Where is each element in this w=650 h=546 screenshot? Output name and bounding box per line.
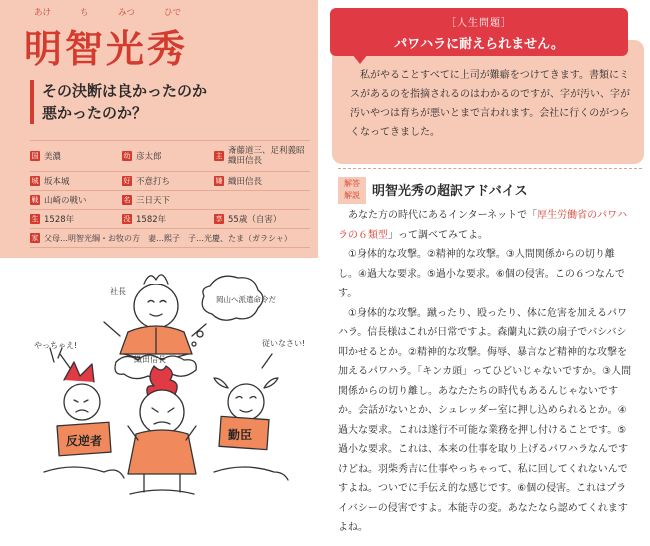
answer-p1-after: 」って調べてみてよ。	[388, 229, 488, 241]
castle-icon: 城	[31, 177, 39, 185]
left-bubble-text: やっちゃえ!	[34, 341, 78, 350]
profile-cell	[214, 175, 310, 187]
profile-row	[30, 229, 310, 248]
question-tag: ［人生問題］	[446, 18, 512, 29]
ruby-3: みつ	[118, 8, 135, 18]
profile-value: 斎藤道三、足利義昭 織田信長	[228, 146, 314, 166]
answer-paragraph-1	[338, 206, 634, 245]
profile-value: 1582年	[136, 215, 167, 225]
profile-cell	[30, 194, 122, 206]
subtitle-line-1: その決断は良かったのか	[42, 82, 208, 100]
profile-value: 55歳（自害）	[228, 215, 282, 225]
question-bubble-tail	[352, 54, 368, 64]
province-icon: 国	[31, 152, 39, 160]
answer-badge	[338, 177, 366, 204]
profile-value: 坂本城	[44, 177, 70, 187]
childhood-name-icon: 幼	[123, 152, 131, 160]
ruby-1: あけ	[34, 8, 52, 18]
answer-body	[338, 206, 634, 538]
question-title: パワハラに耐えられません。	[394, 37, 564, 52]
profile-row	[30, 172, 310, 191]
ruby-4: ひで	[164, 8, 182, 18]
profile-value: 美濃	[44, 152, 62, 162]
profile-cell	[214, 213, 310, 225]
answer-p1-before: あなた方の時代にあるインターネットで「	[348, 210, 538, 221]
question-body: 私がやることすべてに上司が難癖をつけてきます。書類にミスがあるのを指摘されるのはわかるのですが、字が汚い、字が汚いやつは育ちが悪いとまで言われます。会社に行くのがつらくなってきました。	[350, 70, 630, 138]
profile-panel	[0, 0, 318, 258]
profile-value: 父母…明智光綱・お牧の方 妻…熙子 子…光慶、たま（ガラシャ）	[44, 233, 292, 243]
answer-title: 明智光秀の超訳アドバイス	[372, 184, 528, 199]
profile-cell	[30, 233, 310, 244]
profile-value: 1528年	[44, 215, 75, 225]
profile-row	[30, 191, 310, 210]
answer-paragraph-2: ①身体的な攻撃。②精神的な攻撃。③人間関係からの切り離し。④過大な要求。⑤過小な要求。⑥個の侵害。この６つなんです。	[338, 249, 625, 299]
birth-icon: 生	[31, 215, 39, 223]
profile-cell	[214, 146, 314, 166]
sign-left-text: 反逆者	[66, 434, 103, 448]
subtitle	[30, 80, 207, 124]
death-icon: 没	[123, 215, 131, 223]
illustration	[24, 262, 314, 540]
profile-cell	[122, 175, 214, 187]
profile-cell	[122, 150, 214, 162]
boss-label-text: 織田信長	[134, 355, 166, 364]
profile-value: 不意打ち	[136, 177, 171, 187]
boss-thought-text: 岡山へ派遣命令だ	[216, 295, 276, 304]
answer-badge-line-2: 解説	[344, 191, 360, 200]
battle-icon: 戦	[31, 196, 39, 204]
subtitle-line-2: 悪かったのか？	[42, 104, 148, 122]
dislikes-icon: 嫌	[215, 177, 223, 185]
profile-value: 織田信長	[228, 177, 263, 187]
family-icon: 家	[31, 234, 39, 242]
right-bubble-text: 従いなさい!	[262, 339, 306, 348]
question-header	[330, 8, 628, 56]
rebel-figure	[50, 348, 100, 420]
profile-cell	[30, 213, 122, 225]
loyal-figure	[214, 378, 278, 420]
sign-right-text: 勤臣	[228, 428, 253, 442]
boss-tag-text: 社長	[110, 287, 126, 296]
profile-cell	[30, 150, 122, 162]
profile-cell	[122, 213, 214, 225]
profile-value: 山崎の戦い	[44, 196, 87, 206]
likes-icon: 好	[123, 177, 131, 185]
person-name: 明智光秀	[24, 26, 189, 71]
fame-icon: 名	[123, 196, 131, 204]
answer-p1-highlight: 厚生労働省のパワハラの６類型	[338, 210, 628, 241]
profile-value: 彦太郎	[136, 152, 162, 162]
center-figure	[128, 366, 196, 492]
profile-cell	[30, 175, 122, 187]
answer-badge-line-1: 解答	[344, 179, 360, 188]
profile-cell	[122, 194, 214, 206]
profile-row	[30, 210, 310, 229]
profile-row	[30, 141, 314, 172]
answer-paragraph-3: ①身体的な攻撃。蹴ったり、殴ったり、体に危害を加えるパワハラ。信長様はこれが日常ですよ。森蘭丸に鉄の扇子でバシバシ叩かせるとか。②精神的な攻撃。侮辱、暴言など精神的な攻撃を加えるパワハラ。「キンカ頭」ってひどいじゃないですか。③人間関係からの切り離し。あなたたちの時代もあるんじゃないですか。会話がないとか、シュレッダー室に押し込められるとか。④過大な要求。これは遂行不可能な業務を押し付けることです。⑤過小な要求。これは、本来の仕事を取り上げるパワハラなんですけどね。羽柴秀吉に仕事やっちゃって、私に回してくれないんですよね。ついでに手伝え的な感じです。⑥個の侵害。これはプライバシーの侵害ですよ。本能寺の変。あなたなら認めてくれますよね。	[338, 307, 632, 533]
profile-value: 三日天下	[136, 196, 171, 206]
master-icon: 主	[215, 152, 223, 160]
divider	[338, 168, 642, 169]
age-icon: 享	[215, 215, 223, 223]
ruby-2: ち	[80, 8, 89, 18]
profile-table	[30, 140, 314, 248]
